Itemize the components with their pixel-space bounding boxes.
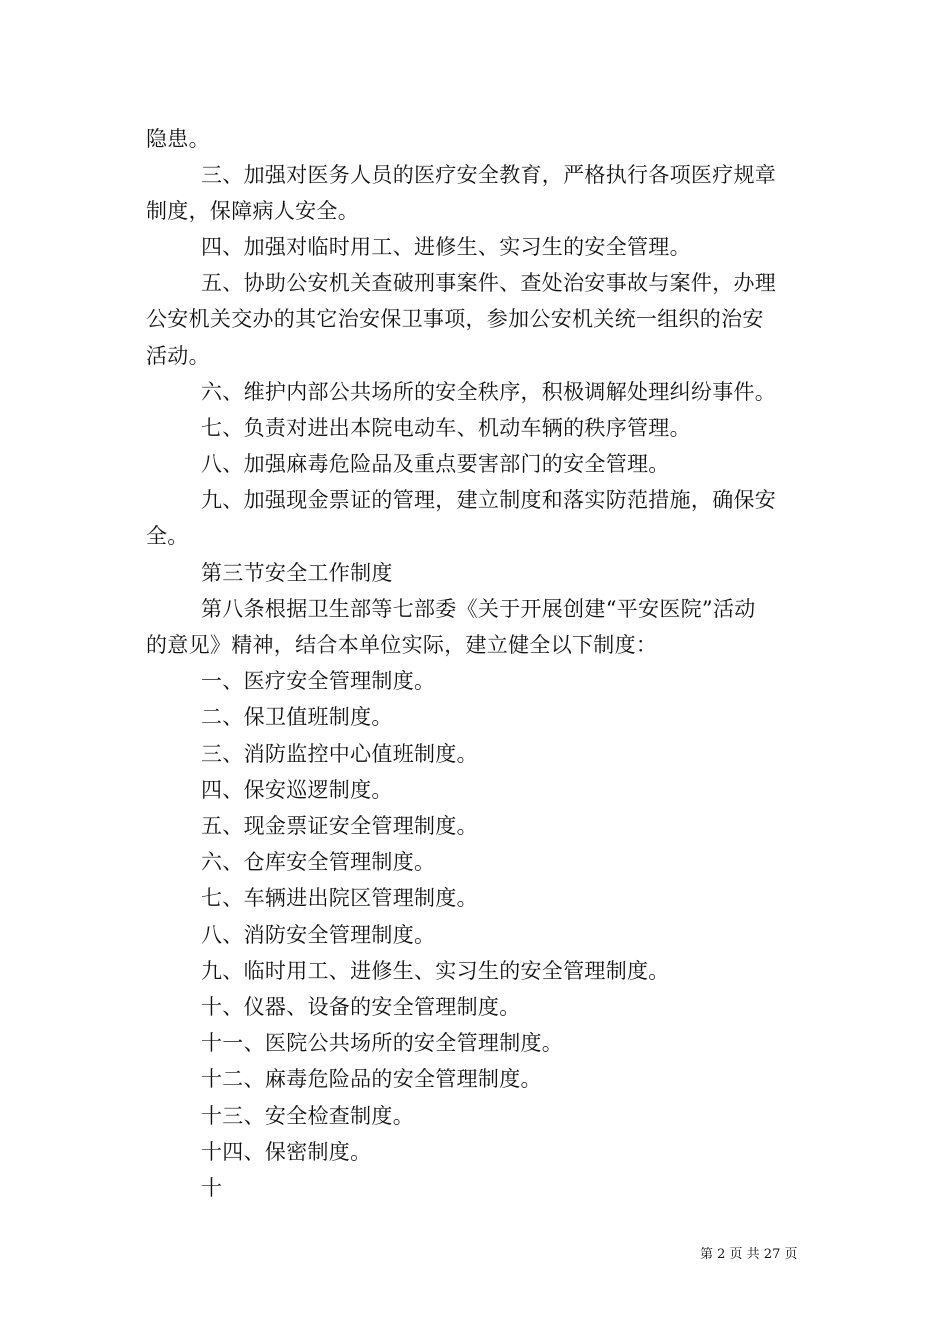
text-line: 六、维护内部公共场所的安全秩序，积极调解处理纠纷事件。 — [201, 380, 777, 404]
list-item: 五、现金票证安全管理制度。 — [201, 814, 478, 838]
text-line: 全。 — [146, 524, 189, 548]
text-line: 九、加强现金票证的管理，建立制度和落实防范措施，确保安 — [201, 488, 777, 512]
list-item: 十四、保密制度。 — [201, 1140, 372, 1164]
list-item: 一、医疗安全管理制度。 — [201, 669, 436, 693]
list-item: 三、消防监控中心值班制度。 — [201, 742, 478, 766]
list-item: 九、临时用工、进修生、实习生的安全管理制度。 — [201, 959, 670, 983]
list-item: 六、仓库安全管理制度。 — [201, 850, 436, 874]
text-line: 隐患。 — [146, 127, 210, 151]
text-line: 四、加强对临时用工、进修生、实习生的安全管理。 — [201, 235, 691, 259]
text-line: 制度，保障病人安全。 — [146, 199, 359, 223]
text-line: 八、加强麻毒危险品及重点要害部门的安全管理。 — [201, 452, 670, 476]
list-item: 七、车辆进出院区管理制度。 — [201, 886, 478, 910]
list-item: 二、保卫值班制度。 — [201, 705, 393, 729]
text-line: 公安机关交办的其它治安保卫事项，参加公安机关统一组织的治安 — [146, 307, 764, 331]
text-line: 七、负责对进出本院电动车、机动车辆的秩序管理。 — [201, 416, 691, 440]
page-number-footer: 第 2 页 共 27 页 — [700, 1247, 798, 1262]
text-line: 五、协助公安机关查破刑事案件、查处治安事故与案件，办理 — [201, 271, 777, 295]
text-line: 三、加强对医务人员的医疗安全教育，严格执行各项医疗规章 — [201, 163, 777, 187]
list-item: 十、仪器、设备的安全管理制度。 — [201, 995, 521, 1019]
list-item: 十一、医院公共场所的安全管理制度。 — [201, 1031, 564, 1055]
section-heading: 第三节安全工作制度 — [201, 561, 393, 585]
text-line: 活动。 — [146, 344, 210, 368]
list-item: 十 — [201, 1176, 223, 1200]
list-item: 四、保安巡逻制度。 — [201, 778, 393, 802]
list-item: 十三、安全检查制度。 — [201, 1104, 414, 1128]
list-item: 十二、麻毒危险品的安全管理制度。 — [201, 1067, 542, 1091]
text-line: 第八条根据卫生部等七部委《关于开展创建“平安医院”活动 — [201, 597, 756, 621]
text-line: 的意见》精神，结合本单位实际，建立健全以下制度： — [146, 633, 658, 657]
list-item: 八、消防安全管理制度。 — [201, 923, 436, 947]
